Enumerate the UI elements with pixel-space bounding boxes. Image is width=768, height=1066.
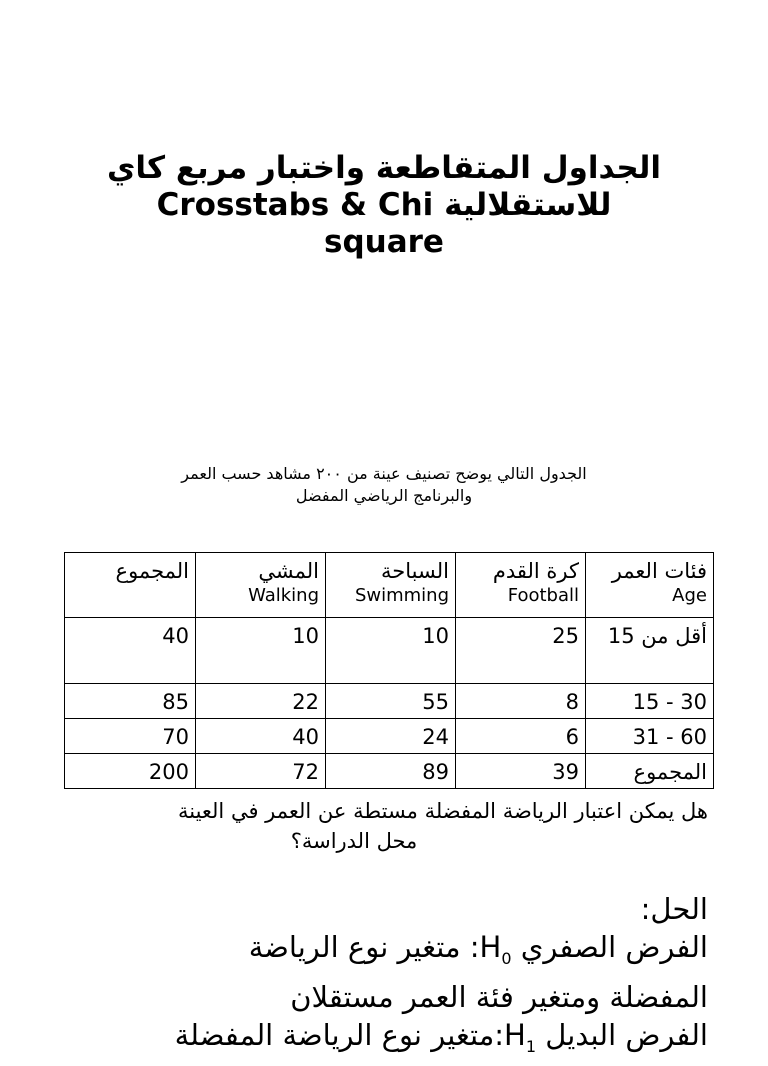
table-cell: أقل من 15: [586, 618, 714, 684]
header-swimming: السباحة Swimming: [326, 553, 456, 618]
header-total: المجموع: [65, 553, 196, 618]
table-cell: 22: [196, 684, 326, 719]
table-row: [65, 719, 714, 754]
title-line-1: الجداول المتقاطعة واختبار مربع كاي: [106, 150, 662, 186]
table-cell: 70: [65, 719, 196, 754]
header-walking: المشي Walking: [196, 553, 326, 618]
table-cell: 200: [65, 754, 196, 789]
table-header-row: [65, 553, 714, 618]
table-cell: المجموع: [586, 754, 714, 789]
table-row: [65, 618, 714, 684]
table-cell: 39: [456, 754, 586, 789]
table-cell: 55: [326, 684, 456, 719]
question-text: [40, 796, 708, 856]
title-line-3: square: [324, 224, 444, 260]
table-cell: 72: [196, 754, 326, 789]
table-row: [65, 684, 714, 719]
solution-section: [48, 890, 708, 1066]
crosstab-table: [64, 552, 714, 789]
table-cell: 40: [196, 719, 326, 754]
null-hypothesis: الفرض الصفري $H_0$: متغير نوع الرياضة: [248, 930, 708, 968]
table-cell: 25: [456, 618, 586, 684]
question-line-2: محل الدراسة؟: [290, 829, 418, 853]
table-cell: 6: [456, 719, 586, 754]
table-cell: 40: [65, 618, 196, 684]
solution-heading: الحل:: [640, 892, 708, 926]
title-line-2: للاستقلالية Crosstabs & Chi: [156, 187, 612, 223]
table-cell: 31 - 60: [586, 719, 714, 754]
intro-line-1: الجدول التالي يوضح تصنيف عينة من ٢٠٠ مشاهد حسب العمر: [181, 464, 587, 483]
intro-line-2: والبرنامج الرياضي المفضل: [295, 486, 473, 505]
table-cell: 24: [326, 719, 456, 754]
table-cell: 10: [326, 618, 456, 684]
table-cell: 89: [326, 754, 456, 789]
table-cell: 85: [65, 684, 196, 719]
table-cell: 10: [196, 618, 326, 684]
question-line-1: هل يمكن اعتبار الرياضة المفضلة مستطة عن العمر في العينة: [177, 799, 708, 823]
alt-hypothesis: الفرض البديل $H_1:متغير$ نوع الرياضة المفضلة: [174, 1017, 708, 1056]
intro-text: [60, 463, 708, 507]
null-hypothesis-line-2: المفضلة ومتغير فئة العمر مستقلان: [290, 979, 708, 1014]
header-age: فئات العمر Age: [586, 553, 714, 618]
page-title: [40, 150, 728, 261]
table-cell: 8: [456, 684, 586, 719]
table-cell: 15 - 30: [586, 684, 714, 719]
table-row-total: [65, 754, 714, 789]
header-football: كرة القدم Football: [456, 553, 586, 618]
